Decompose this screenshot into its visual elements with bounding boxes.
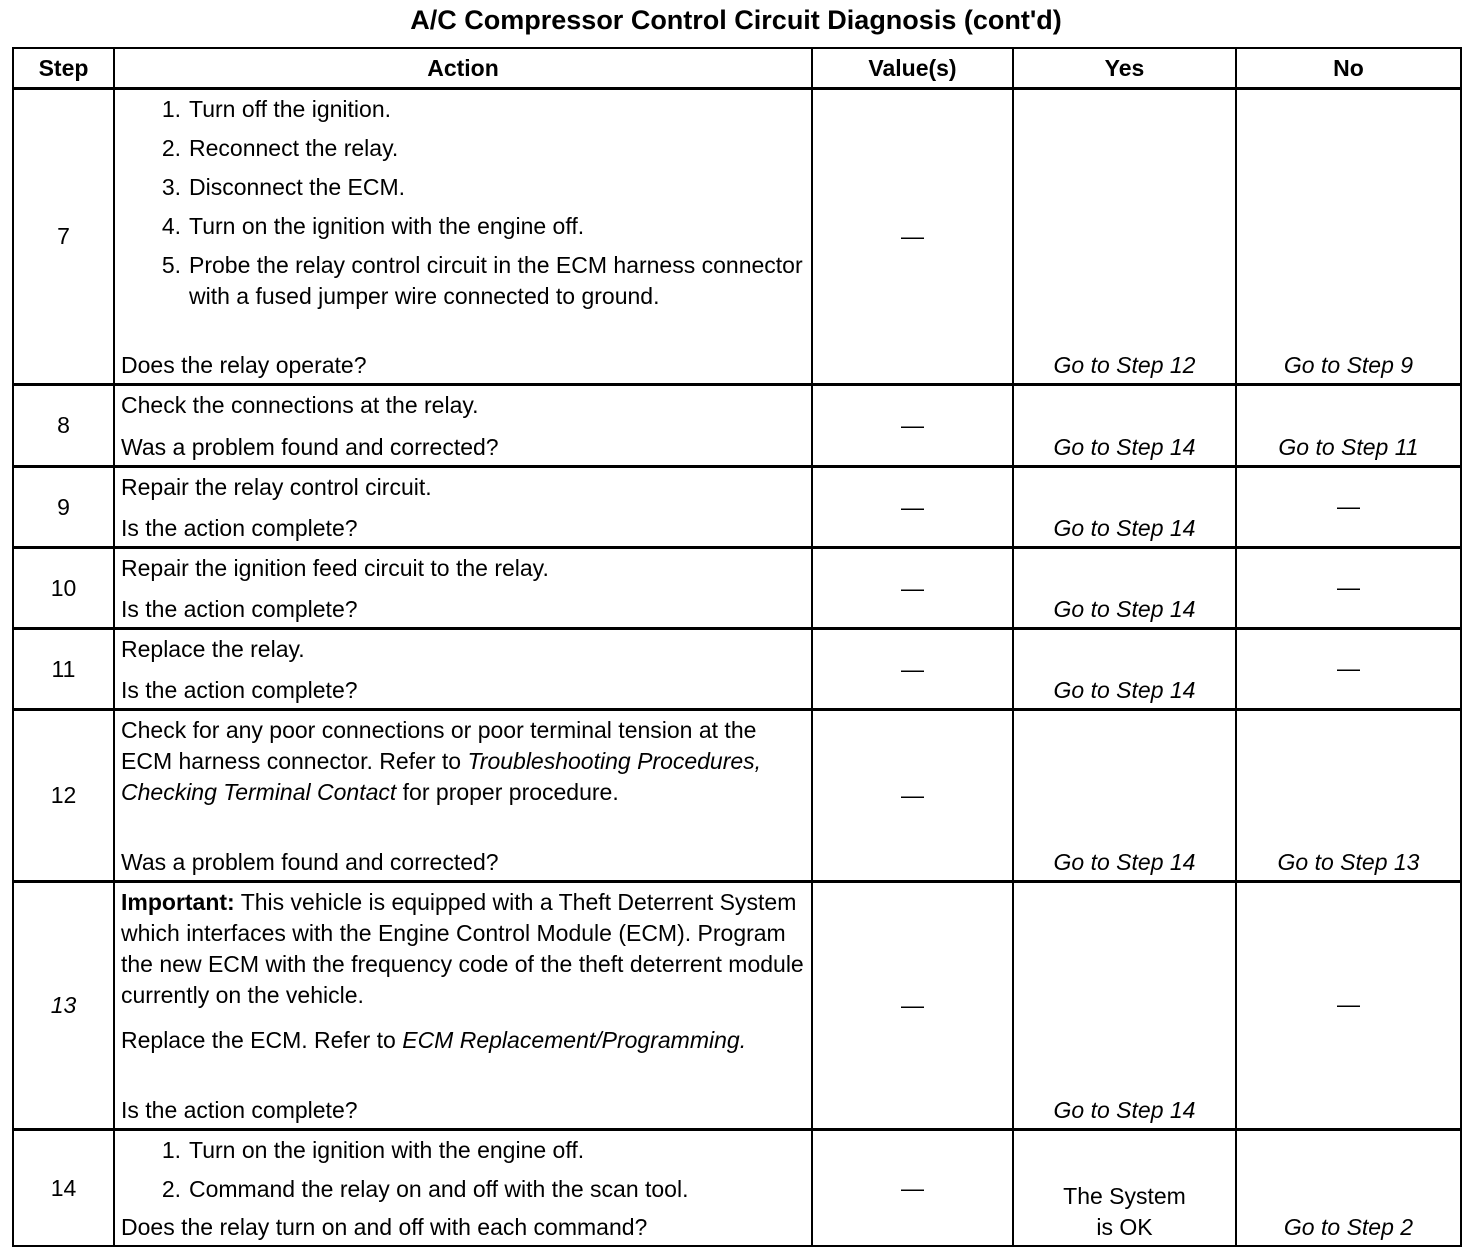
no-goto: Go to Step 13 [1277, 849, 1420, 875]
list-item: 2. Command the relay on and off with the scan tool. [161, 1176, 689, 1202]
action-cell [115, 386, 813, 468]
yes-result-line2: is OK [1096, 1214, 1153, 1240]
yes-goto: Go to Step 14 [1053, 1097, 1196, 1123]
header-values: Value(s) [813, 49, 1014, 90]
action-cell [115, 711, 813, 883]
no-cell: — [1237, 549, 1460, 630]
step-number: 8 [14, 386, 115, 468]
action-text: Replace the relay. [121, 636, 305, 662]
list-item: 5. Probe the relay control circuit in the ECM harness connector with a fused jumper wire connected to ground. [161, 252, 803, 309]
reference-link-text: ECM Replacement/Programming. [402, 1027, 747, 1053]
table-row [14, 1131, 1460, 1245]
table-row [14, 883, 1460, 1131]
table-row [14, 90, 1460, 386]
step-number: 11 [14, 630, 115, 711]
yes-cell [1014, 630, 1237, 711]
no-goto: Go to Step 11 [1278, 434, 1419, 460]
header-action: Action [115, 49, 813, 90]
important-label: Important: [121, 889, 235, 915]
no-goto: Go to Step 2 [1283, 1214, 1414, 1240]
step-number: 14 [14, 1131, 115, 1245]
action-question: Does the relay operate? [121, 352, 367, 378]
no-cell: — [1237, 630, 1460, 711]
no-cell [1237, 711, 1460, 883]
value-cell: — [813, 468, 1014, 549]
action-cell [115, 883, 813, 1131]
action-text: Repair the relay control circuit. [121, 474, 432, 500]
yes-goto: Go to Step 14 [1053, 849, 1196, 875]
value-cell: — [813, 1131, 1014, 1245]
no-cell: — [1237, 883, 1460, 1131]
action-cell [115, 1131, 813, 1245]
reference-link-text: Troubleshooting Procedures, Checking Terminal Contact [121, 748, 762, 805]
header-no: No [1237, 49, 1460, 90]
yes-goto: Go to Step 14 [1053, 434, 1196, 460]
action-text: Repair the ignition feed circuit to the relay. [121, 555, 549, 581]
action-question: Was a problem found and corrected? [121, 849, 499, 875]
value-cell: — [813, 630, 1014, 711]
yes-cell [1014, 386, 1237, 468]
yes-cell [1014, 711, 1237, 883]
header-yes: Yes [1014, 49, 1237, 90]
action-cell [115, 549, 813, 630]
header-step: Step [14, 49, 115, 90]
table-row [14, 468, 1460, 549]
value-cell: — [813, 549, 1014, 630]
yes-goto: Go to Step 14 [1053, 515, 1196, 541]
no-goto: Go to Step 9 [1283, 352, 1414, 378]
yes-result-line1: The System [1063, 1183, 1186, 1209]
action-question: Is the action complete? [121, 515, 358, 541]
action-text: Check the connections at the relay. [121, 392, 479, 418]
yes-cell [1014, 90, 1237, 386]
value-cell: — [813, 386, 1014, 468]
diagnosis-table [12, 47, 1462, 1247]
action-question: Is the action complete? [121, 596, 358, 622]
header-row [14, 49, 1460, 90]
yes-goto: Go to Step 14 [1053, 596, 1196, 622]
no-cell [1237, 386, 1460, 468]
list-item: 1. Turn off the ignition. [161, 96, 392, 122]
step-number: 10 [14, 549, 115, 630]
page-title: A/C Compressor Control Circuit Diagnosis (cont'd) [410, 5, 1062, 35]
step-number: 12 [14, 711, 115, 883]
action-text: Replace the ECM. Refer to ECM Replacement/Programming. [121, 1027, 747, 1053]
table-row [14, 711, 1460, 883]
action-question: Does the relay turn on and off with each command? [121, 1214, 648, 1240]
action-question: Is the action complete? [121, 677, 358, 703]
action-list [121, 94, 805, 314]
action-question: Is the action complete? [121, 1097, 358, 1123]
yes-goto: Go to Step 14 [1053, 677, 1196, 703]
yes-cell [1014, 1131, 1237, 1245]
table-row [14, 549, 1460, 630]
value-cell: — [813, 883, 1014, 1131]
value-cell: — [813, 90, 1014, 386]
yes-cell [1014, 468, 1237, 549]
important-note: Important: This vehicle is equipped with a Theft Deterrent System which interfaces with the Engine Control Module (ECM). Program the new ECM with the frequency code of the theft deterrent module currently on the vehicle. [121, 889, 804, 1008]
yes-cell [1014, 883, 1237, 1131]
table-row [14, 386, 1460, 468]
table-row [14, 630, 1460, 711]
step-number: 9 [14, 468, 115, 549]
no-cell [1237, 1131, 1460, 1245]
list-item: 2. Reconnect the relay. [161, 135, 399, 161]
yes-goto: Go to Step 12 [1053, 352, 1196, 378]
action-list [121, 1135, 805, 1207]
step-number: 7 [14, 90, 115, 386]
action-cell [115, 630, 813, 711]
step-number: 13 [14, 883, 115, 1131]
action-cell [115, 468, 813, 549]
list-item: 4. Turn on the ignition with the engine off. [161, 213, 585, 239]
action-question: Was a problem found and corrected? [121, 434, 499, 460]
yes-cell [1014, 549, 1237, 630]
action-text: Check for any poor connections or poor terminal tension at the ECM harness connector. Refer to Troubleshooting Procedures, Checking Terminal Contact for proper procedure. [121, 717, 762, 805]
list-item: 1. Turn on the ignition with the engine off. [161, 1137, 585, 1163]
no-cell: — [1237, 468, 1460, 549]
action-cell [115, 90, 813, 386]
list-item: 3. Disconnect the ECM. [161, 174, 406, 200]
value-cell: — [813, 711, 1014, 883]
no-cell [1237, 90, 1460, 386]
